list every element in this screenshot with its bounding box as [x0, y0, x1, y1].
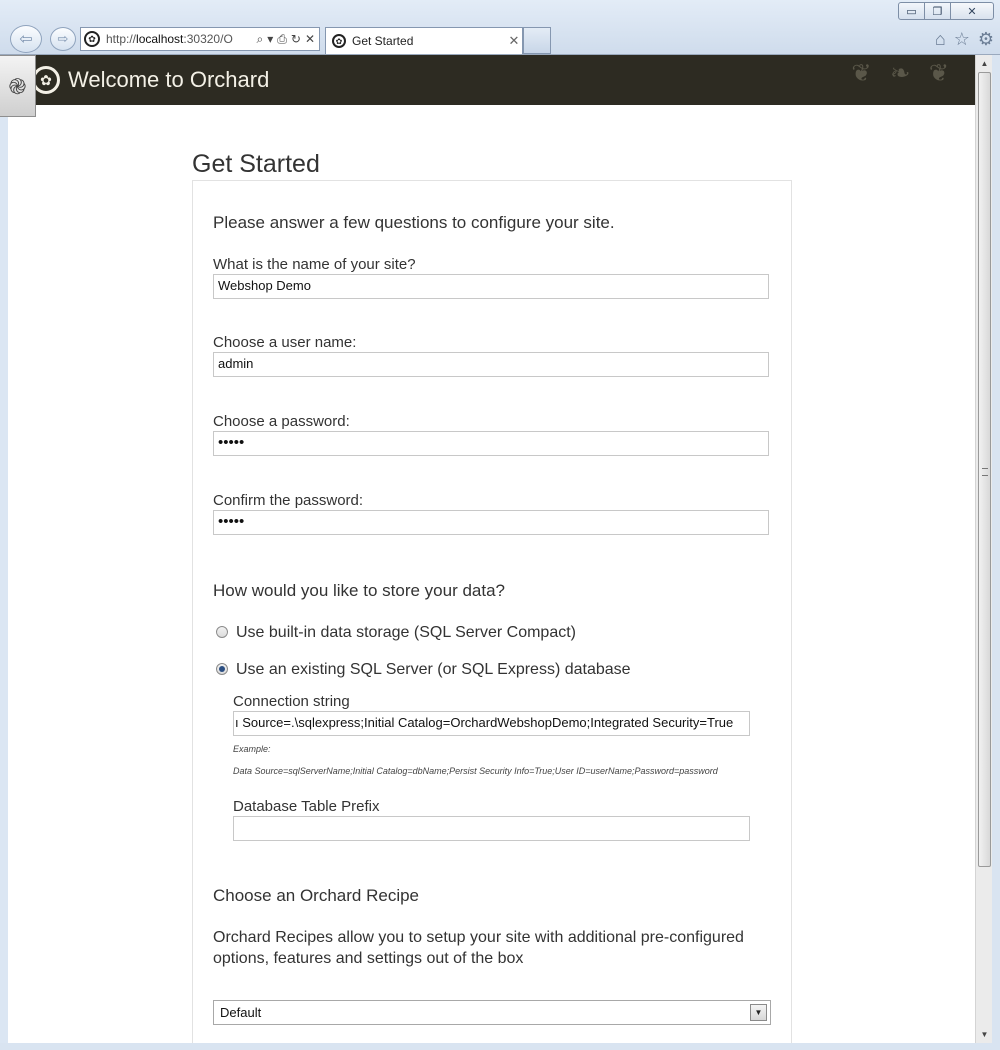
window-frame-bottom	[0, 1043, 1000, 1050]
page-viewport	[8, 55, 975, 1043]
orchard-logo-icon: ✿	[32, 66, 60, 94]
table-prefix-input[interactable]	[233, 816, 750, 841]
dropdown-arrow-icon[interactable]: ▾	[267, 31, 274, 46]
intro-text: Please answer a few questions to configure your site.	[213, 213, 615, 232]
close-window-button[interactable]: ✕	[950, 2, 994, 20]
confirm-password-label: Confirm the password:	[213, 492, 364, 509]
example-connection-string: Data Source=sqlServerName;Initial Catalog=dbName;Persist Security Info=True;User ID=userName;Password=password	[233, 766, 718, 776]
window-controls	[899, 2, 994, 20]
scroll-down-icon[interactable]: ▼	[980, 1030, 989, 1039]
recipe-selected-value: Default	[220, 1005, 262, 1020]
storage-heading: How would you like to store your data?	[213, 581, 505, 600]
forward-arrow-icon: ⇨	[57, 31, 69, 46]
tab-title: Get Started	[352, 34, 414, 48]
browser-chrome	[0, 0, 1000, 55]
recipe-heading: Choose an Orchard Recipe	[213, 886, 420, 905]
connection-string-label: Connection string	[233, 693, 350, 710]
sql-server-label[interactable]: Use an existing SQL Server (or SQL Express) database	[236, 661, 631, 678]
address-bar[interactable]	[80, 27, 320, 51]
site-title: Welcome to Orchard	[68, 67, 270, 92]
recipe-select[interactable]	[213, 1000, 771, 1025]
example-label: Example:	[233, 744, 271, 754]
minimize-button[interactable]: ▭	[898, 2, 925, 20]
back-button[interactable]	[10, 25, 42, 53]
stop-icon[interactable]: ✕	[304, 31, 315, 46]
side-widget-icon[interactable]: ֎	[0, 55, 36, 117]
refresh-icon[interactable]: ↻	[290, 31, 301, 46]
connection-string-input[interactable]: ı Source=.\sqlexpress;Initial Catalog=OrchardWebshopDemo;Integrated Security=True	[233, 711, 750, 736]
forward-button[interactable]	[50, 27, 76, 51]
scroll-thumb[interactable]	[978, 72, 991, 867]
user-name-label: Choose a user name:	[213, 334, 357, 351]
password-input[interactable]: •••••	[213, 431, 769, 456]
restore-button[interactable]: ❐	[924, 2, 951, 20]
new-tab-button[interactable]	[523, 27, 551, 54]
chevron-down-icon[interactable]: ▼	[750, 1004, 767, 1021]
scroll-grip-icon	[982, 468, 988, 476]
table-prefix-label: Database Table Prefix	[233, 798, 380, 815]
vertical-scrollbar[interactable]	[975, 55, 992, 1043]
compatibility-view-icon[interactable]: ⎙	[277, 31, 287, 46]
url-scheme: http://	[106, 32, 137, 46]
address-url[interactable]	[106, 32, 257, 46]
page-title: Get Started	[192, 150, 320, 178]
builtin-storage-label[interactable]: Use built-in data storage (SQL Server Compact)	[236, 624, 576, 641]
user-name-input[interactable]: admin	[213, 352, 769, 377]
recipe-description-line-1: Orchard Recipes allow you to setup your site with additional pre-configured	[213, 929, 744, 946]
scroll-up-icon[interactable]: ▲	[980, 59, 989, 68]
password-label: Choose a password:	[213, 413, 350, 430]
favorites-star-icon[interactable]: ☆	[953, 29, 970, 49]
confirm-password-input[interactable]: •••••	[213, 510, 769, 535]
tab-favicon-icon: ✿	[332, 34, 346, 48]
home-icon[interactable]: ⌂	[934, 29, 946, 49]
address-tools	[257, 32, 320, 47]
url-path: :30320/O	[183, 32, 233, 46]
recipe-description-line-2: options, features and settings out of the box	[213, 950, 524, 967]
settings-gear-icon[interactable]: ⚙	[977, 29, 994, 49]
tab-get-started[interactable]	[325, 27, 523, 54]
tab-close-icon[interactable]: ✕	[508, 33, 520, 48]
site-name-input[interactable]: Webshop Demo	[213, 274, 769, 299]
back-arrow-icon: ⇦	[19, 31, 33, 48]
orchard-favicon-icon: ✿	[84, 31, 100, 47]
url-host: localhost	[136, 32, 184, 46]
site-header	[8, 55, 975, 105]
search-icon[interactable]: ⌕	[256, 31, 264, 46]
leaf-decoration-icon: ❦ ❧ ❦	[851, 60, 955, 87]
site-name-label: What is the name of your site?	[213, 256, 416, 273]
browser-toolbar	[935, 29, 994, 50]
window-frame-right	[992, 55, 1000, 1050]
sql-server-radio[interactable]	[216, 663, 228, 675]
builtin-storage-radio[interactable]	[216, 626, 228, 638]
setup-form	[192, 180, 792, 1043]
